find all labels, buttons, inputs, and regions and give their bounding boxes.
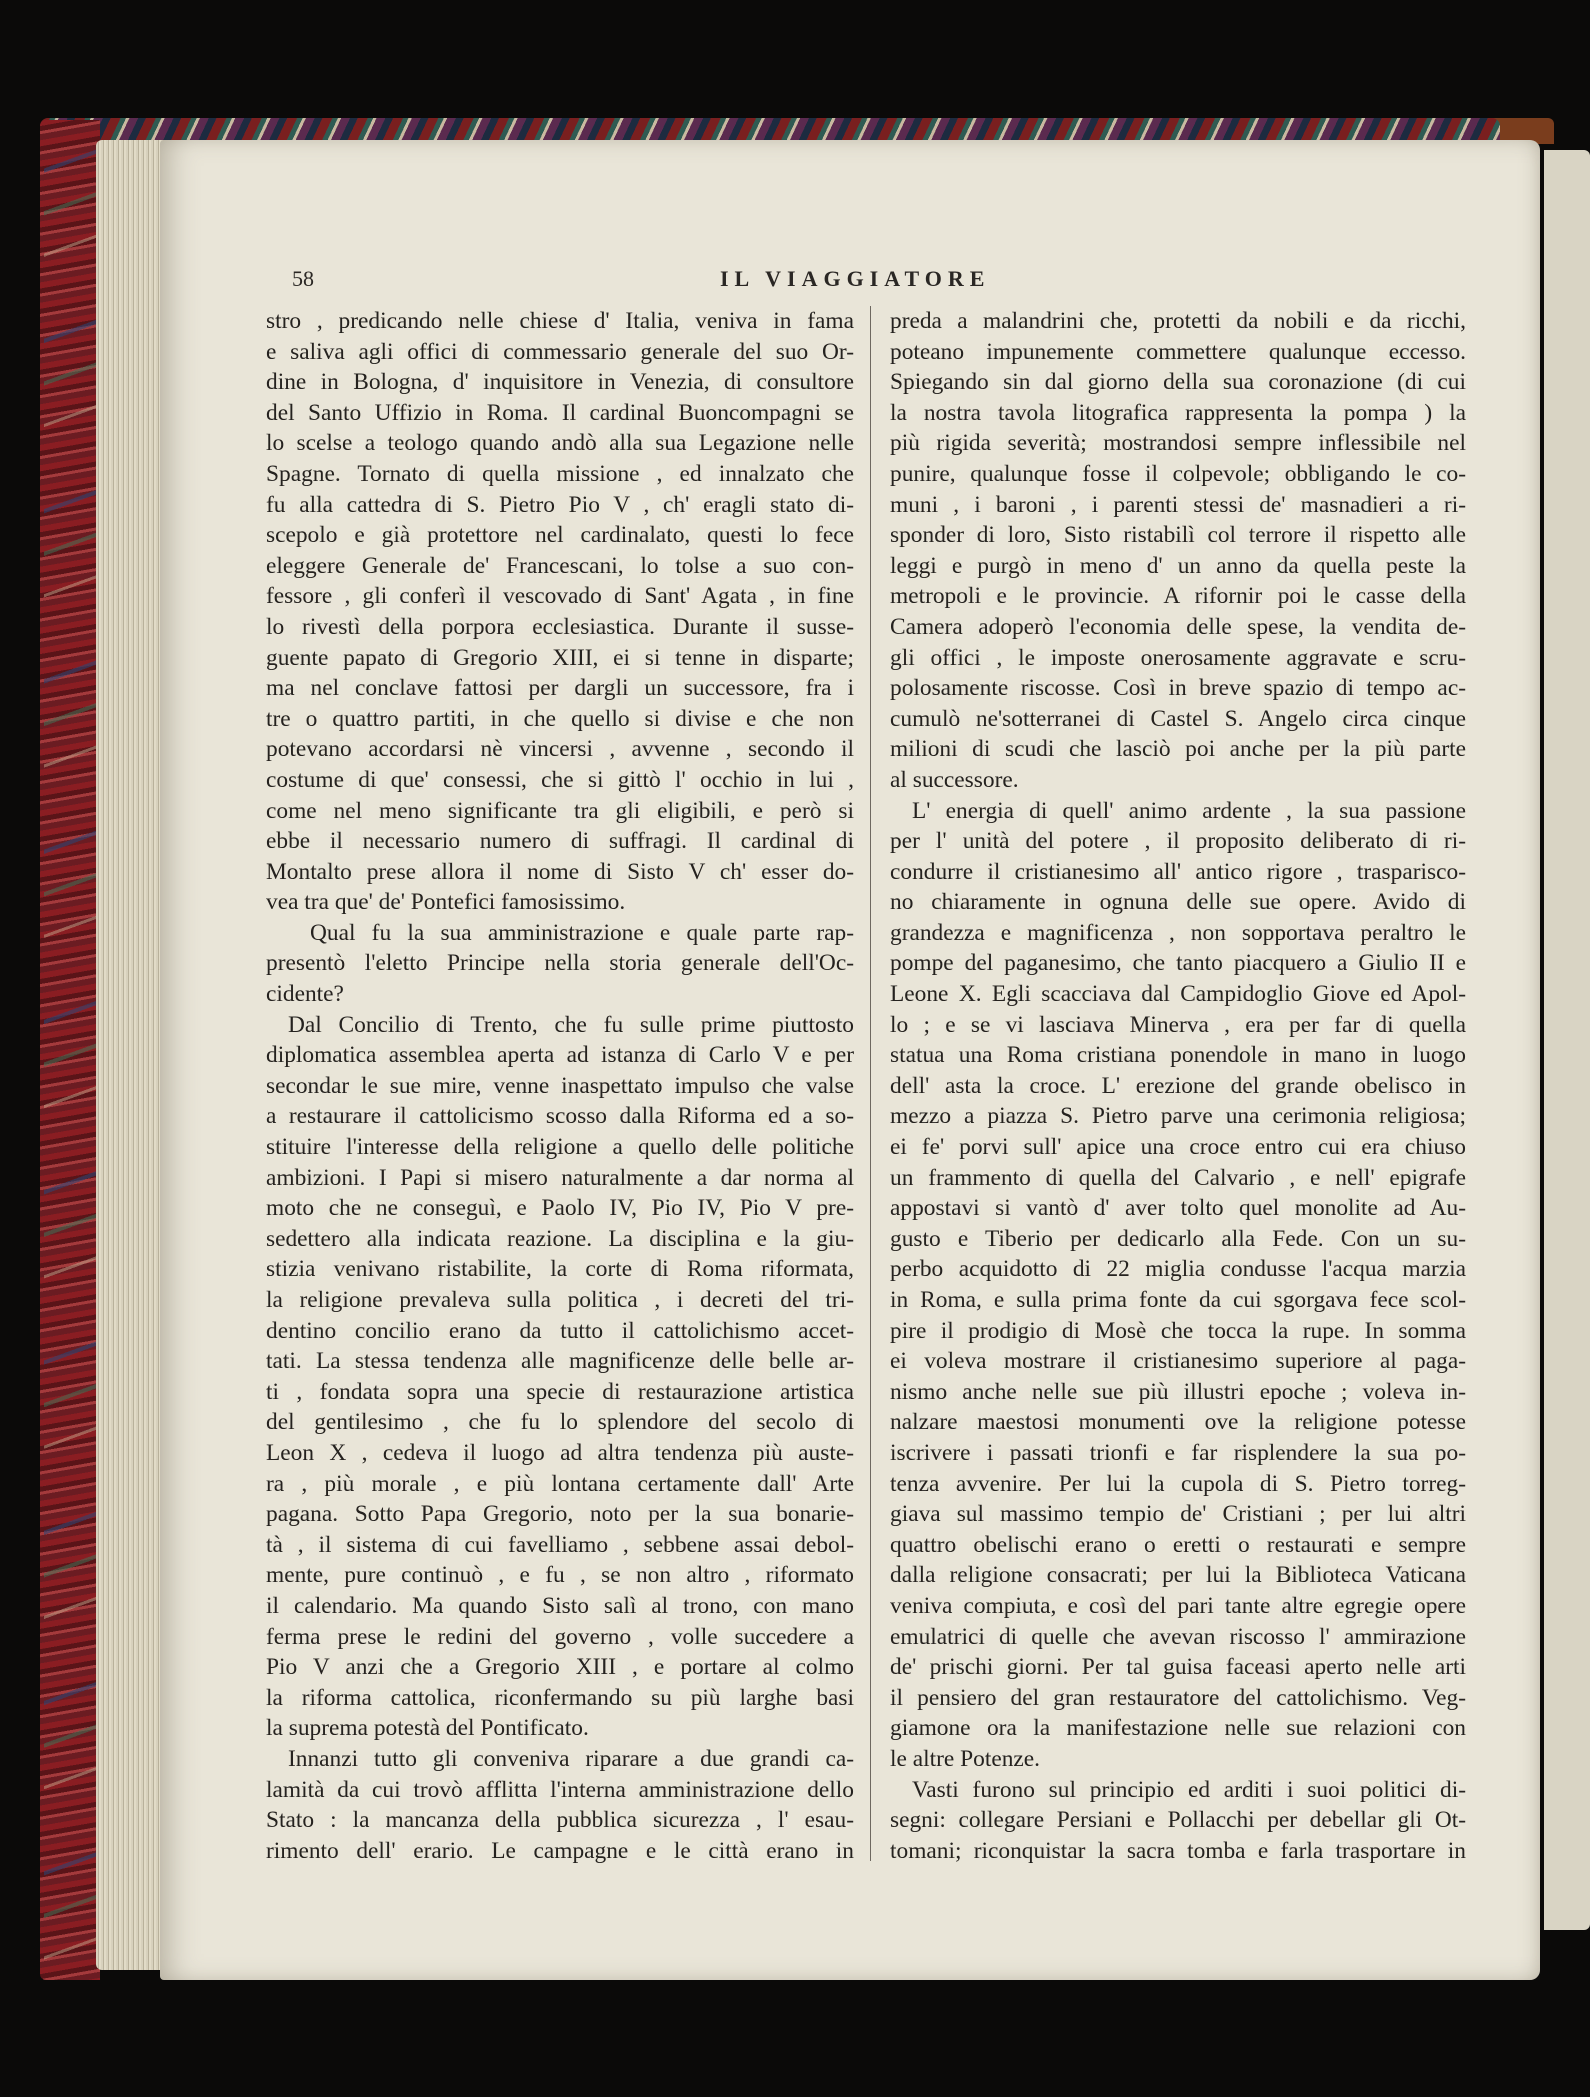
text-line: la suprema potestà del Pontificato. — [266, 1715, 589, 1742]
text-line: L' energia di quell' animo ardente , la sua passione — [912, 797, 1466, 824]
next-page-edge — [1544, 150, 1590, 1930]
text-line: ti , fondata sopra una specie di restaurazione artistica — [266, 1378, 854, 1405]
text-line: il pensiero del gran restauratore del cattolichismo. Veg- — [890, 1684, 1466, 1711]
text-line: milioni di scudi che lasciò poi anche per la più parte — [890, 736, 1466, 763]
text-line: muni , i baroni , i parenti stessi de' masnadieri a ri- — [890, 491, 1466, 518]
text-line: sponder di loro, Sisto ristabilì col terrore il rispetto alle — [890, 522, 1466, 549]
text-line: la religione prevaleva sulla politica , i decreti del tri- — [266, 1287, 854, 1313]
page-edges — [96, 140, 168, 1970]
text-line: emulatrici di quelle che avevan riscosso l' ammirazione — [890, 1623, 1466, 1650]
text-line: più rigida severità; mostrandosi sempre inflessibile nel — [890, 430, 1466, 457]
text-line: perbo acquidotto di 22 miglia condusse l'acqua marzia — [890, 1256, 1466, 1283]
text-line: de' prischi giorni. Per tal guisa faceasi aperto nelle arti — [890, 1654, 1466, 1681]
text-line: gusto e Tiberio per dedicarlo alla Fede. Con un su- — [890, 1225, 1466, 1252]
text-line: lo rivestì della porpora ecclesiastica. Durante il susse- — [266, 613, 854, 640]
text-line: potevano accordarsi nè vincersi , avvenne , secondo il — [266, 736, 854, 763]
text-line: dine in Bologna, d' inquisitore in Venezia, di consultore — [266, 369, 854, 396]
text-line: Montalto prese allora il nome di Sisto V ch' esser do- — [266, 858, 854, 885]
text-line: iscrivere i passati trionfi e far risplendere la sua po- — [890, 1439, 1466, 1466]
text-line: metropoli e le provincie. A rifornir poi le casse della — [890, 583, 1466, 610]
text-line: Qual fu la sua amministrazione e quale parte rap- — [310, 919, 854, 946]
page-number: 58 — [292, 266, 314, 291]
text-line: per l' unità del potere , il proposito deliberato di ri- — [890, 828, 1466, 855]
text-line: polosamente riscosse. Così in breve spazio di tempo ac- — [890, 675, 1466, 702]
text-line: ei voleva mostrare il cristianesimo superiore al paga- — [890, 1348, 1466, 1375]
text-line: a restaurare il cattolicismo scosso dalla Riforma ed a so- — [266, 1103, 854, 1130]
text-line: tati. La stessa tendenza alle magnificenze delle belle ar- — [266, 1348, 854, 1375]
text-line: Leone X. Egli scacciava dal Campidoglio Giove ed Apol- — [890, 981, 1466, 1008]
text-line: Pio V anzi che a Gregorio XIII , e portare al colmo — [266, 1654, 854, 1681]
text-line: preda a malandrini che, protetti da nobili e da ricchi, — [890, 308, 1466, 334]
text-line: cumulò ne'sotterranei di Castel S. Angelo circa cinque — [890, 705, 1466, 732]
text-line: dentino concilio erano da tutto il cattolichismo accet- — [266, 1317, 854, 1344]
text-line: dalla religione consacrati; per lui la Biblioteca Vaticana — [890, 1562, 1466, 1589]
text-line: Stato : la mancanza della pubblica sicurezza , l' esau- — [266, 1807, 854, 1834]
text-line: sedettero alla indicata reazione. La disciplina e la giu- — [266, 1225, 854, 1252]
text-line: mezzo a piazza S. Pietro parve una cerimonia religiosa; — [890, 1103, 1466, 1130]
text-line: e saliva agli offici di commessario generale del suo Or- — [266, 338, 854, 365]
text-line: cidente? — [266, 981, 344, 1008]
text-line: pire il prodigio di Mosè che tocca la rupe. In somma — [890, 1317, 1466, 1344]
text-line: scepolo e già protettore nel cardinalato, questi lo fece — [266, 522, 854, 549]
marble-veins — [44, 126, 96, 1976]
text-line: del Santo Uffizio in Roma. Il cardinal Buoncompagni se — [266, 399, 854, 426]
text-line: diplomatica assemblea aperta ad istanza di Carlo V e per — [266, 1042, 854, 1069]
text-line: del gentilesimo , che fu lo splendore del secolo di — [266, 1409, 854, 1436]
text-line: giava sul massimo tempio de' Cristiani ; per lui altri — [890, 1501, 1466, 1528]
text-line: statua una Roma cristiana ponendole in mano in luogo — [890, 1042, 1466, 1069]
text-line: fessore , gli conferì il vescovado di Sant' Agata , in fine — [266, 583, 854, 610]
text-line: tomani; riconquistar la sacra tomba e farla trasportare in — [890, 1837, 1466, 1864]
text-line: Camera adoperò l'economia delle spese, la vendita de- — [890, 613, 1466, 640]
text-line: ambizioni. I Papi si misero naturalmente a dar norma al — [266, 1164, 854, 1191]
text-line: pagana. Sotto Papa Gregorio, noto per la sua bonarie- — [266, 1501, 854, 1528]
text-line: punire, qualunque fosse il colpevole; obbligando le co- — [890, 460, 1466, 487]
text-line: Spagne. Tornato di quella missione , ed innalzato che — [266, 460, 854, 487]
text-line: un frammento di quella del Calvario , e nell' epigrafe — [890, 1164, 1466, 1191]
text-line: vea tra que' de' Pontefici famosissimo. — [266, 889, 626, 916]
text-line: gli offici , le imposte onerosamente aggravate e scru- — [890, 644, 1466, 671]
text-line: stituire l'interesse della religione a quello delle politiche — [266, 1134, 854, 1161]
text-line: il calendario. Ma quando Sisto salì al trono, con mano — [266, 1592, 854, 1619]
text-line: ma nel conclave fattosi per dargli un successore, fra i — [266, 675, 854, 702]
text-line: giamone ora la manifestazione nelle sue relazioni con — [890, 1715, 1466, 1742]
text-line: fu alla cattedra di S. Pietro Pio V , ch' eragli stato di- — [266, 491, 854, 518]
text-line: veniva compiuta, e così del pari tante altre egregie opere — [890, 1592, 1466, 1619]
text-line: leggi e purgò in meno d' un anno da quella peste la — [890, 552, 1466, 579]
text-line: grandezza e magnificenza , non sopportava peraltro le — [890, 919, 1466, 946]
text-line: tenza avvenire. Per lui la cupola di S. Pietro torreg- — [890, 1470, 1466, 1497]
text-line: ebbe il necessario numero di suffragi. Il cardinal di — [266, 828, 854, 855]
text-line: Vasti furono sul principio ed arditi i suoi politici di- — [912, 1776, 1466, 1803]
text-column-left — [266, 306, 854, 1866]
text-line: stro , predicando nelle chiese d' Italia, veniva in fama — [266, 308, 854, 334]
text-line: nalzare maestosi monumenti ove la religione potesse — [890, 1409, 1466, 1436]
text-line: lo scelse a teologo quando andò alla sua Legazione nelle — [266, 430, 854, 457]
text-line: secondar le sue mire, venne inaspettato impulso che valse — [266, 1072, 854, 1099]
text-line: in Roma, e sulla prima fonte da cui sgorgava fece scol- — [890, 1287, 1466, 1313]
text-line: stizia venivano ristabilite, la corte di Roma riformata, — [266, 1256, 854, 1283]
text-line: mente, pure continuò , e fu , se non altro , riformato — [266, 1562, 854, 1589]
text-line: dell' asta la croce. L' erezione del grande obelisco in — [890, 1072, 1466, 1099]
text-line: ei fe' porvi sull' apice una croce entro cui era chiuso — [890, 1134, 1466, 1161]
text-line: Leon X , cedeva il luogo ad altra tendenza più auste- — [266, 1439, 854, 1466]
text-line: tà , il sistema di cui favelliamo , sebbene assai debol- — [266, 1531, 854, 1558]
text-line: le altre Potenze. — [890, 1745, 1041, 1772]
text-line: ra , più morale , e più lontana certamente dall' Arte — [266, 1470, 854, 1497]
text-column-right — [890, 306, 1466, 1866]
text-line: Spiegando sin dal giorno della sua coronazione (di cui — [890, 369, 1466, 396]
text-line: moto che ne conseguì, e Paolo IV, Pio IV, Pio V pre- — [266, 1195, 854, 1222]
text-line: condurre il cristianesimo all' antico rigore , trasparisco- — [890, 858, 1466, 885]
text-line: segni: collegare Persiani e Pollacchi per debellar gli Ot- — [890, 1807, 1466, 1834]
text-line: la nostra tavola litografica rappresenta la pompa ) la — [890, 399, 1466, 426]
text-line: lamità da cui trovò afflitta l'interna amministrazione dello — [266, 1776, 854, 1803]
text-line: la riforma cattolica, riconfermando su più larghe basi — [266, 1684, 854, 1711]
text-line: eleggere Generale de' Francescani, lo tolse a suo con- — [266, 552, 854, 579]
text-line: guente papato di Gregorio XIII, ei si tenne in disparte; — [266, 644, 854, 671]
text-line: rimento dell' erario. Le campagne e le città erano in — [266, 1837, 854, 1864]
text-line: al successore. — [890, 766, 1019, 793]
text-line: come nel meno significante tra gli eligibili, e però si — [266, 797, 854, 824]
text-line: lo ; e se vi lasciava Minerva , era per far di quella — [890, 1011, 1466, 1038]
text-line: appostavi si vantò d' aver tolto quel monolite ad Au- — [890, 1195, 1466, 1222]
text-line: presentò l'eletto Principe nella storia generale dell'Oc- — [266, 950, 854, 977]
text-line: tre o quattro partiti, in che quello si divise e che non — [266, 705, 854, 732]
text-line: Innanzi tutto gli conveniva riparare a due grandi ca- — [288, 1745, 854, 1772]
column-rule — [870, 306, 871, 1861]
running-title: IL VIAGGIATORE — [720, 266, 991, 291]
text-line: nismo anche nelle sue più illustri epoche ; voleva in- — [890, 1378, 1466, 1405]
text-line: ferma prese le redini del governo , volle succedere a — [266, 1623, 854, 1650]
text-line: Dal Concilio di Trento, che fu sulle prime piuttosto — [288, 1011, 854, 1038]
text-line: pompe del paganesimo, che tanto piacquero a Giulio II e — [890, 950, 1466, 977]
text-line: poteano impunemente commettere qualunque eccesso. — [890, 338, 1466, 365]
text-line: quattro obelischi erano o eretti o restaurati e sempre — [890, 1531, 1466, 1558]
text-line: no chiaramente in ognuna delle sue opere. Avido di — [890, 889, 1466, 916]
text-line: costume di que' consessi, che si gittò l' occhio in lui , — [266, 766, 854, 793]
